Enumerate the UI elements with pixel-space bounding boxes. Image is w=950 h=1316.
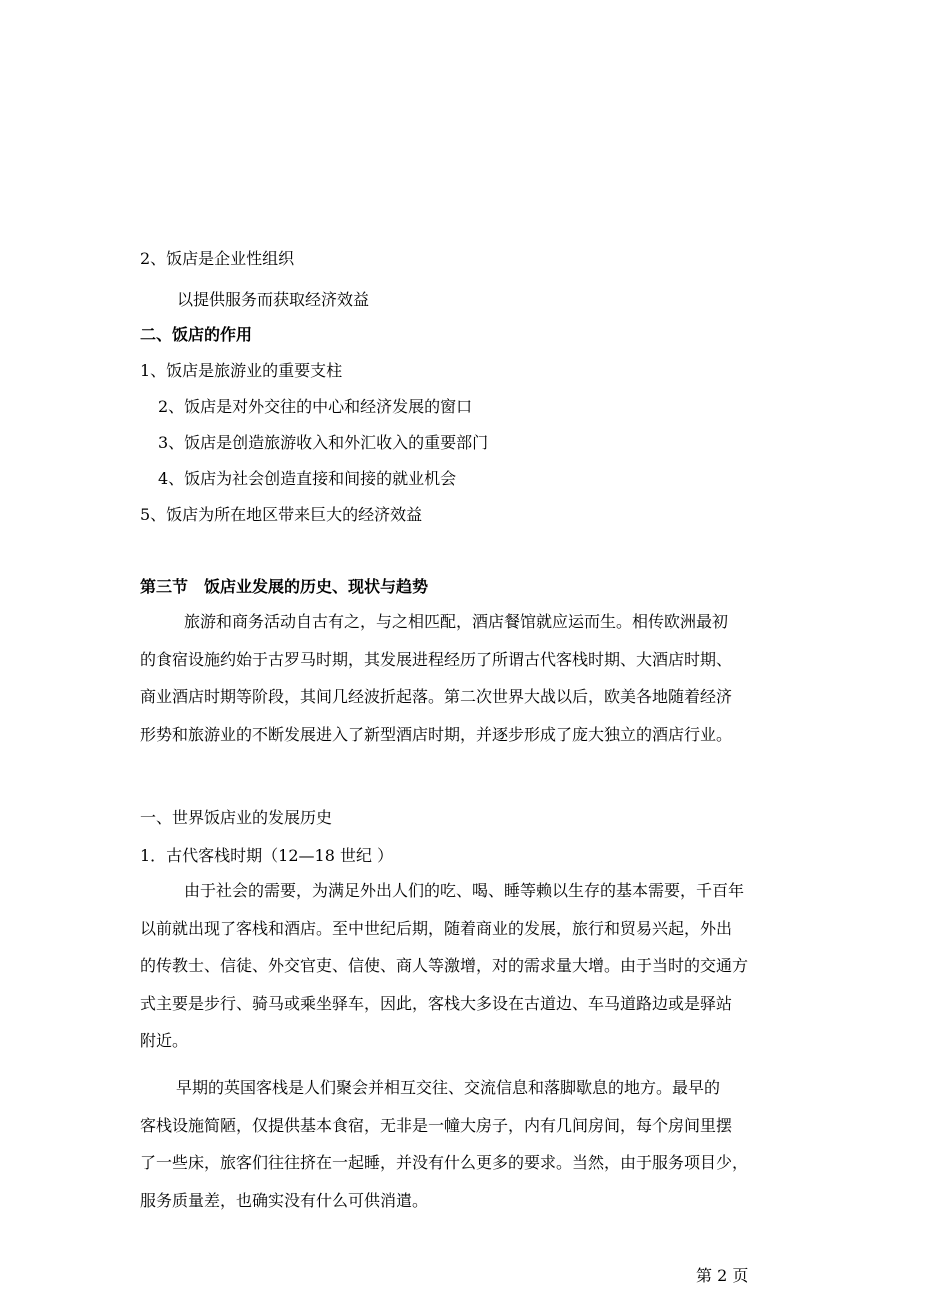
intro-paragraph — [140, 603, 800, 753]
enterprise-item-title: 2、饭店是企业性组织 — [140, 249, 295, 268]
enterprise-item-desc: 以提供服务而获取经济效益 — [177, 290, 370, 309]
role-section-heading: 二、饭店的作用 — [140, 325, 253, 344]
intro-line-4: 形势和旅游业的不断发展进入了新型酒店时期，并逐步形成了庞大独立的酒店行业。 — [140, 724, 733, 744]
ancient-inn-paragraph-1 — [140, 872, 800, 1060]
ancient-inn-period-heading: 1．古代客栈时期（12—18 世纪 ） — [140, 846, 394, 865]
history-heading: 一、世界饭店业的发展历史 — [140, 808, 333, 827]
role-item-2: 2、饭店是对外交往的中心和经济发展的窗口 — [158, 397, 473, 416]
intro-line-1: 旅游和商务活动自古有之，与之相匹配，酒店餐馆就应运而生。相传欧洲最初 — [184, 612, 729, 631]
page-number: 第 2 页 — [696, 1266, 749, 1285]
role-item-5: 5、饭店为所在地区带来巨大的经济效益 — [140, 505, 423, 524]
p1-line-5: 附近。 — [140, 1031, 189, 1050]
ancient-inn-paragraph-2 — [140, 1069, 800, 1219]
intro-line-3: 商业酒店时期等阶段，其间几经波折起落。第二次世界大战以后，欧美各地随着经济 — [140, 687, 733, 706]
section3-heading: 第三节 饭店业发展的历史、现状与趋势 — [140, 577, 429, 596]
role-item-4: 4、饭店为社会创造直接和间接的就业机会 — [158, 469, 457, 488]
p1-line-1: 由于社会的需要，为满足外出人们的吃、喝、睡等赖以生存的基本需要，千百年 — [184, 881, 745, 900]
p1-line-2: 以前就出现了客栈和酒店。至中世纪后期，随着商业的发展，旅行和贸易兴起，外出 — [140, 918, 733, 938]
p2-line-2: 客栈设施简陋，仅提供基本食宿，无非是一幢大房子，内有几间房间，每个房间里摆 — [140, 1115, 733, 1135]
p2-line-4: 服务质量差，也确实没有什么可供消遣。 — [140, 1190, 429, 1210]
p1-line-4: 式主要是步行、骑马或乘坐驿车，因此，客栈大多设在古道边、车马道路边或是驿站 — [140, 993, 733, 1013]
role-item-3: 3、饭店是创造旅游收入和外汇收入的重要部门 — [158, 433, 489, 452]
role-item-1: 1、饭店是旅游业的重要支柱 — [140, 361, 343, 380]
p2-line-1: 早期的英国客栈是人们聚会并相互交往、交流信息和落脚歇息的地方。最早的 — [176, 1078, 721, 1097]
intro-line-2: 的食宿设施约始于古罗马时期，其发展进程经历了所谓古代客栈时期、大酒店时期、 — [140, 649, 733, 669]
p2-line-3: 了一些床，旅客们往往挤在一起睡，并没有什么更多的要求。当然，由于服务项目少， — [140, 1153, 749, 1172]
p1-line-3: 的传教士、信徒、外交官吏、信使、商人等激增，对的需求量大增。由于当时的交通方 — [140, 956, 749, 975]
